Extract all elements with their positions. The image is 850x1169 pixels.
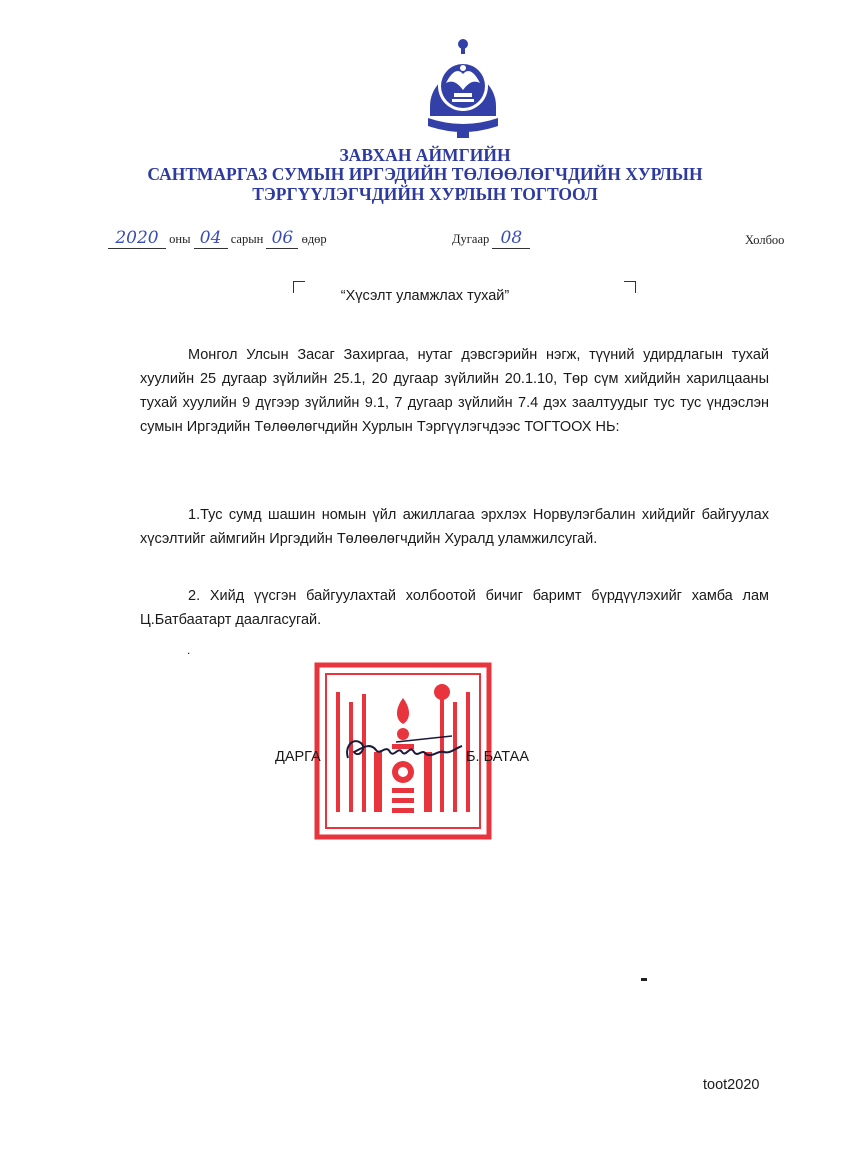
number-value: 08 [492, 228, 530, 249]
month-label: сарын [230, 232, 264, 246]
item-2-paragraph [140, 584, 769, 632]
stray-dot: . [187, 643, 191, 657]
subject-title: “Хүсэлт уламжлах тухай” [340, 288, 510, 304]
intro-text: Монгол Улсын Засаг Захиргаа, нутаг дэвсгэрийн нэгж, түүний удирдлагын тухай хуулийн 25 дугаар зүйлийн 25.1, 20 дугаар зүйлийн 20.1.10, Төр сүм хийдийн харилцааны тухай хуулийн 9 дүгээр зүйлийн 9.1, 7 дугаар зүйлийн 7.4 дэх заалтуудыг тус тус үндэслэн сумын Иргэдийн Төлөөлөгчдийн Хурлын Тэргүүлэгчдээс ТОГТООХ НЬ: [140, 347, 769, 435]
month-value: 04 [194, 228, 228, 249]
number-label: Дугаар [452, 232, 490, 246]
year-label: оны [169, 232, 191, 246]
item-1-paragraph [140, 503, 769, 551]
signatory-title: ДАРГА [275, 749, 321, 765]
footer-code: toot2020 [703, 1077, 760, 1093]
header-line-2: САНТМАРГАЗ СУМЫН ИРГЭДИЙН ТӨЛӨӨЛӨГЧДИЙН ХУРЛЫН [147, 164, 703, 184]
number-line [452, 228, 530, 249]
state-emblem-icon [424, 38, 502, 142]
signatory-name: Б. БАТАА [466, 749, 530, 765]
header-line-1: ЗАВХАН АЙМГИЙН [339, 145, 511, 165]
day-value: 06 [266, 228, 298, 249]
location: Холбоо [745, 233, 785, 247]
day-label: өдөр [301, 232, 327, 246]
intro-paragraph [140, 343, 769, 439]
year-value: 2020 [108, 228, 166, 249]
item-1-text: 1.Тус сумд шашин номын үйл ажиллагаа эрхлэх Норвулэгбалин хийдийг байгуулах хүсэлтийг аймгийн Иргэдийн Төлөөлөгчдийн Хуралд уламжилсугай. [140, 507, 769, 547]
handwritten-signature-icon [340, 722, 470, 772]
date-line [108, 228, 327, 249]
header-line-3: ТЭРГҮҮЛЭГЧДИЙН ХУРЛЫН ТОГТООЛ [252, 184, 598, 204]
item-2-text: 2. Хийд үүсгэн байгуулахтай холбоотой бичиг баримт бүрдүүлэхийг хамба лам Ц.Батбаатарт даалгасугай. [140, 588, 769, 628]
stray-mark [641, 978, 647, 981]
